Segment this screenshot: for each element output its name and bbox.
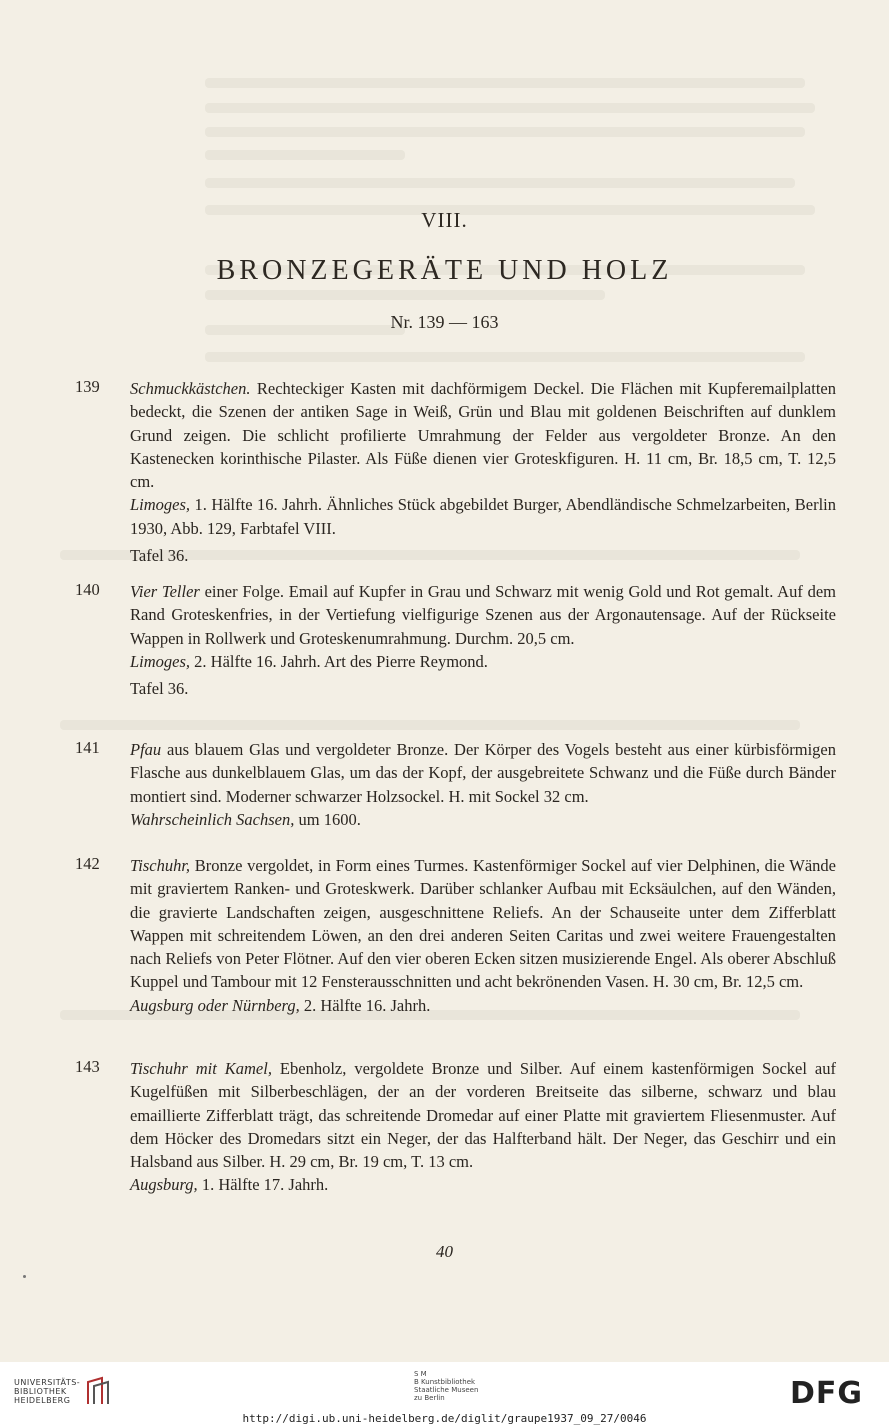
entry-text: Bronze vergoldet, in Form eines Turmes. Kastenförmiger Sockel auf vier Delphinen, die Wände mit graviertem Ranken- und Groteskwerk. Darüber schlanker Aufbau mit Ecksäulchen, auf den Wänden, die gravierte Landschaften zeigen, ausgeschnittene Reliefs. An der Schauseite unter dem Zifferblatt Wappen mit schreitendem Löwen, an den drei anderen Seiten Caritas und zwei weitere Frauengestalten nach Reliefs von Peter Flötner. Auf den vier oberen Ecken sitzen musizierende Engel. Als oberer Abschluß Kuppel und Tambour mit 12 Fensterausschnitten und acht bekrönenden Vasen. H. 30 cm, Br. 12,5 cm.: [130, 856, 836, 992]
entry-text: aus blauem Glas und vergoldeter Bronze. Der Körper des Vogels besteht aus einer kürbisförmigen Flasche aus dunkelblauem Glas, um das der Kopf, der ausgebreitete Schwanz und die Füße durch Bänder montiert sind. Moderner schwarzer Holzsockel. H. mit Sockel 32 cm.: [130, 740, 836, 806]
entry-body: [130, 854, 836, 1017]
entry-number: 141: [75, 738, 100, 757]
entry-body: [130, 377, 836, 567]
entry-body: [130, 738, 836, 831]
entry-text: Rechteckiger Kasten mit dachförmigem Deckel. Die Flächen mit Kupferemailplatten bedeckt, die Szenen der antiken Sage in Weiß, Grün und Blau mit goldenen Beischriften auf dunklem Grund zeigen. Die schlicht profilierte Umrahmung der Felder aus vergoldeter Bronze. An den Kastenecken korinthische Pilaster. Als Füße dienen vier Groteskfiguren. H. 11 cm, Br. 18,5 cm, T. 12,5 cm.: [130, 379, 836, 492]
entry-plate: Tafel 36.: [130, 679, 189, 699]
page-number: 40: [436, 1242, 453, 1261]
kunstbibliothek-logo[interactable]: S M B Kunstbibliothek Staatliche Museen zu Berlin: [414, 1370, 479, 1402]
entry-plate: Tafel 36.: [130, 546, 189, 566]
chapter-number: VIII.: [421, 208, 468, 232]
entry-number: 140: [75, 580, 100, 599]
entry-attribution: Augsburg oder Nürnberg, 2. Hälfte 16. Jahrh.: [130, 995, 431, 1015]
chapter-range: Nr. 139 — 163: [390, 312, 499, 332]
entry-body: [130, 580, 836, 700]
entry-title: Schmuckkästchen.: [130, 379, 251, 398]
entry-attribution: Limoges, 1. Hälfte 16. Jahrh. Ähnliches Stück abgebildet Burger, Abendländische Schmelzarbeiten, Berlin 1930, Abb. 129, Farbtafel VIII.: [130, 495, 836, 538]
entry-text: Ebenholz, vergoldete Bronze und Silber. Auf einem kastenförmigen Sockel auf Kugelfüßen mit Silberbeschlägen, der an der vorderen Breitseite das silberne, schwarz und blau emaillierte Zifferblatt trägt, das schreitende Dromedar auf einer Platte mit graviertem Fliesenmuster. Auf dem Höcker des Dromedars sitzt ein Neger, der das Halfterband hält. Der Neger, das Geschirr und ein Halsband aus Silber. H. 29 cm, Br. 19 cm, T. 13 cm.: [130, 1059, 836, 1172]
entry-attribution: Augsburg, 1. Hälfte 17. Jahrh.: [130, 1175, 329, 1195]
entry-title: Tischuhr,: [130, 856, 191, 875]
heidelberg-emblem-icon: [82, 1374, 116, 1408]
entry-title: Vier Teller: [130, 582, 200, 601]
dfg-logo[interactable]: DFG: [790, 1376, 864, 1411]
entry-text: einer Folge. Email auf Kupfer in Grau und Schwarz mit wenig Gold und Rot gemalt. Auf dem Rand Groteskenfries, in der Vertiefung vielfigurige Szenen aus der Argonautensage. Auf der Rückseite Wappen in Rollwerk und Groteskenumrahmung. Durchm. 20,5 cm.: [130, 582, 836, 648]
entry-body: [130, 1057, 836, 1197]
entry-title: Tischuhr mit Kamel,: [130, 1059, 272, 1078]
entry-attribution: Wahrscheinlich Sachsen, um 1600.: [130, 809, 361, 829]
speck: [23, 1275, 26, 1278]
chapter-title: BRONZEGERÄTE UND HOLZ: [216, 255, 673, 286]
university-library-logo[interactable]: [14, 1374, 134, 1410]
entry-number: 142: [75, 854, 100, 873]
entry-title: Pfau: [130, 740, 162, 759]
entry-number: 139: [75, 377, 100, 396]
university-name: UNIVERSITÄTS- BIBLIOTHEK HEIDELBERG: [14, 1378, 81, 1405]
entry-attribution: Limoges, 2. Hälfte 16. Jahrh. Art des Pierre Reymond.: [130, 651, 488, 671]
entry-number: 143: [75, 1057, 100, 1076]
source-url[interactable]: http://digi.ub.uni-heidelberg.de/diglit/graupe1937_09_27/0046: [242, 1412, 647, 1425]
